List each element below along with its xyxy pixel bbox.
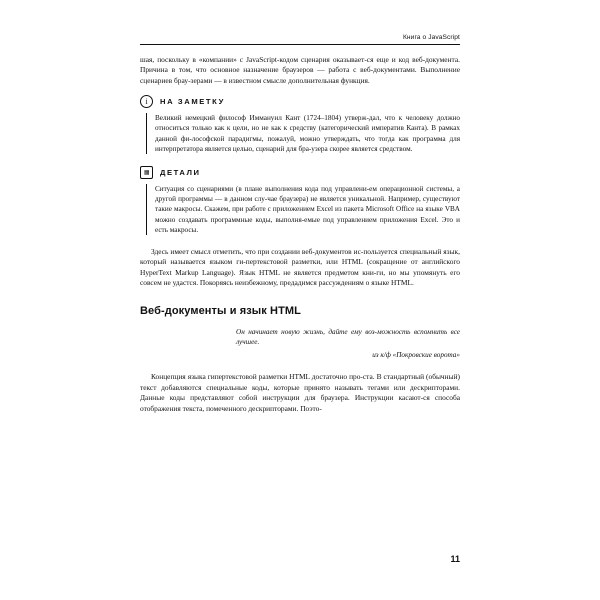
page-number: 11	[450, 554, 460, 564]
paragraph-intro: шая, поскольку в «компании» с JavaScript-кодом сценария оказывает-ся еще и код веб-документа. Причина в том, что основное назначение браузеров — работа с веб-документами. Выполнение сценариев брау-зерами — в известном смысле дополнительная функция.	[140, 55, 460, 85]
section-heading: Веб-документы и язык HTML	[140, 304, 301, 317]
paragraph-last: Концепция языка гипертекстовой разметки HTML достаточно про-ста. В стандартный (обычный) текст добавляются специальные коды, которые принято называть тегами или дескрипторами. Данные коды представляют собой инструкции для браузера. Инструкции касают-ся способа отображения текста, помеченного дескрипторами. Поэто-	[140, 372, 460, 413]
callout-note-text: Великий немецкий философ Иммануил Кант (1724–1804) утверж-дал, что к человеку должно относиться только как к цели, но не как к средству (категорический императив Канта). В рамках данной фи-лософской парадигмы, пожалуй, можно утверждать, что тогда как программа для интерпретатора является целью, сценарий для бра-узера скорее является средством.	[155, 114, 460, 153]
callout-details-header	[140, 166, 460, 179]
paragraph-after-callouts: Здесь имеет смысл отметить, что при создании веб-документов ис-пользуется специальный язык, который называется языком ги-пертекстовой разметки, или HTML (сокращение от английского HyperText Markup Language). Язык HTML не является предметом кни-ги, но мы упомянуть его совсем не удастся. Покоряясь неизбежному, предадимся рассуждениям о языке HTML.	[140, 247, 460, 288]
callout-details-title: ДЕТАЛИ	[160, 168, 201, 178]
running-header: Книга о JavaScript	[140, 34, 460, 45]
page-content	[140, 34, 460, 423]
callout-note	[140, 95, 460, 154]
epigraph	[140, 327, 460, 361]
callout-note-header	[140, 95, 460, 108]
epigraph-text: Он начинает новую жизнь, дайте ему воз-можность вспомнить все лучшее.	[236, 327, 460, 346]
callout-details-text: Ситуация со сценариями (в плане выполнения кода под управлени-ем операционной системы, а другой программы — в данном слу-чае браузера) не является уникальной. Например, существуют такие макросы. Скажем, при работе с приложением Excel из пакета Microsoft Office на языке VBA можно создавать программные коды, выполня-емые под управлением приложения Excel. Это и есть макросы.	[155, 185, 460, 234]
callout-details-body	[146, 184, 460, 235]
callout-note-body	[146, 113, 460, 154]
callout-details	[140, 166, 460, 235]
details-grid-icon: ▦	[140, 166, 153, 179]
info-circle-icon: i	[140, 95, 153, 108]
callout-note-title: НА ЗАМЕТКУ	[160, 97, 225, 107]
epigraph-attribution: из к/ф «Покровские ворота»	[372, 351, 460, 360]
